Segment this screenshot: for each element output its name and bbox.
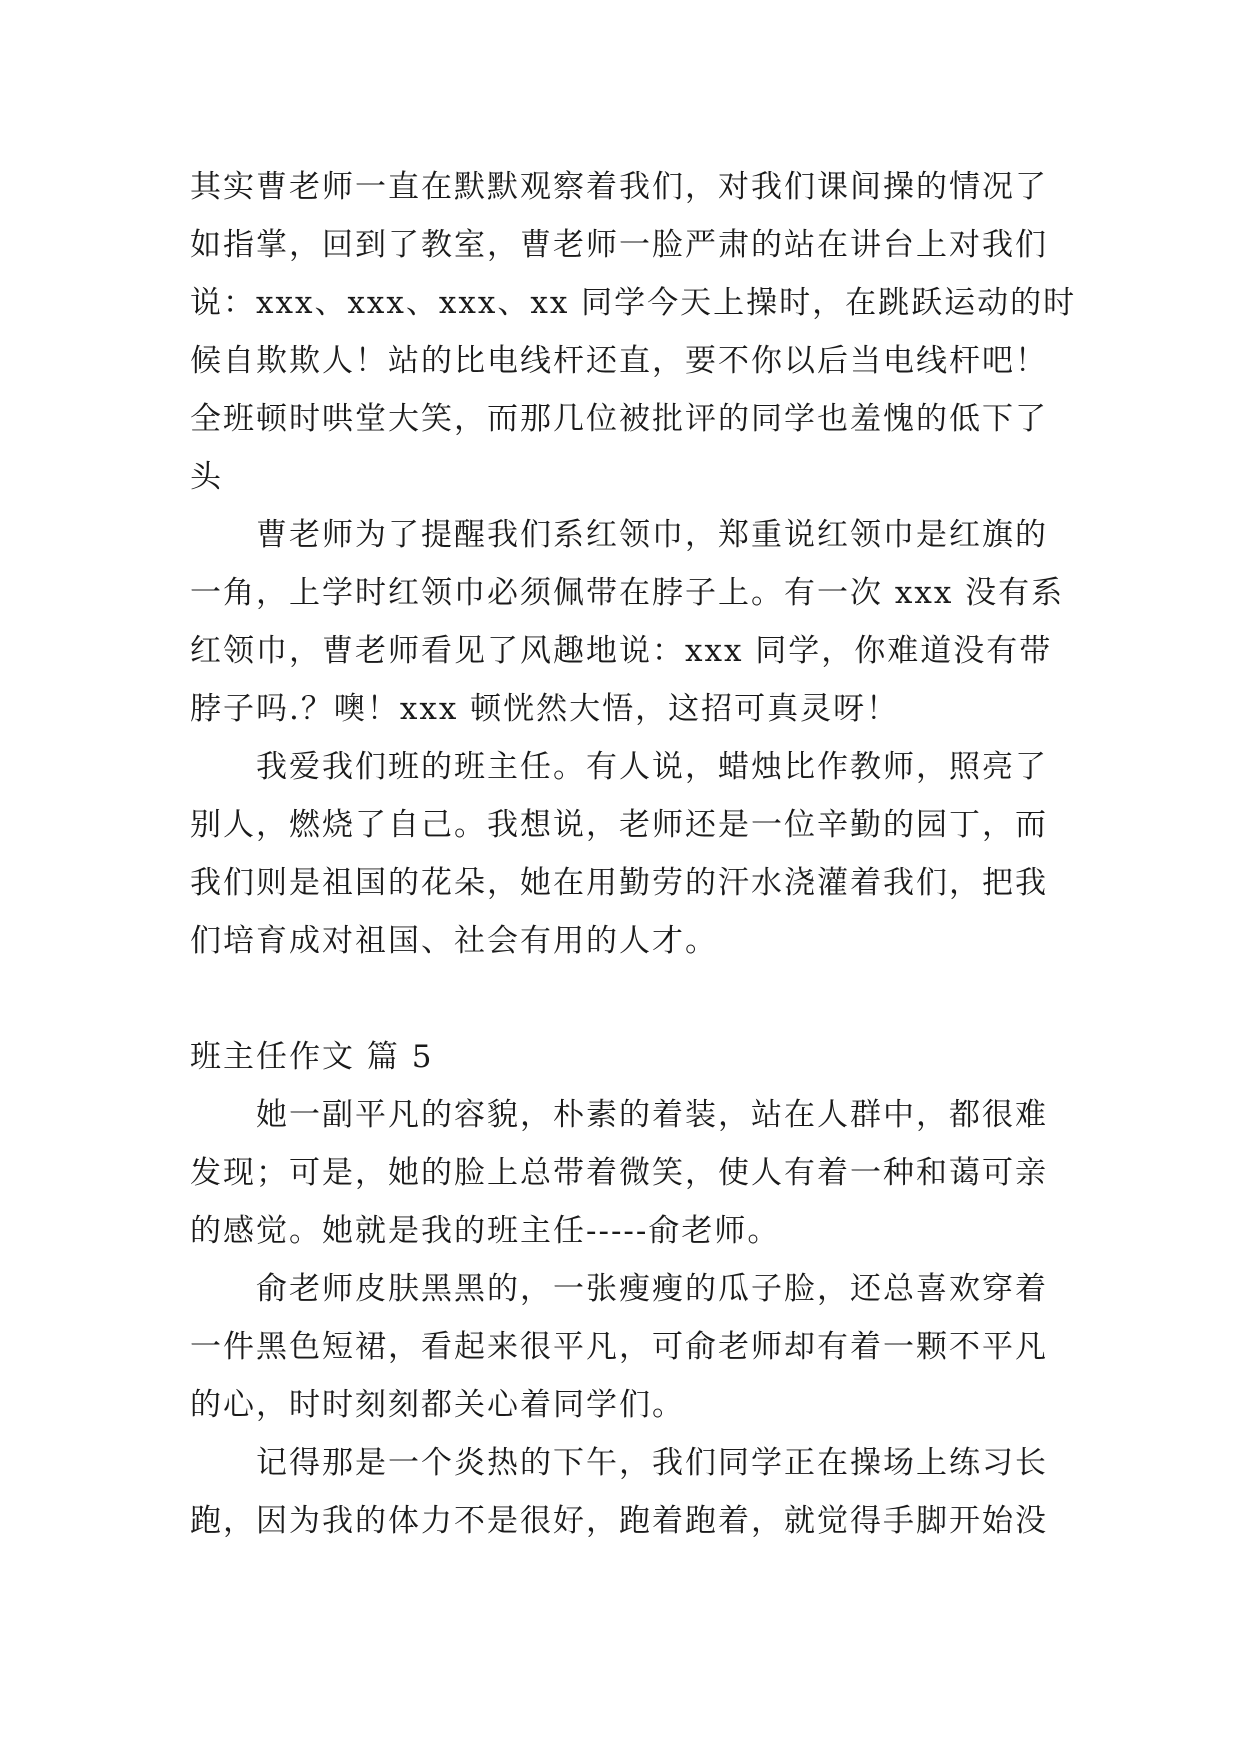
text-line: 的心，时时刻刻都关心着同学们。 [190,1387,685,1423]
text-line: 一件黑色短裙，看起来很平凡，可俞老师却有着一颗不平凡 [190,1329,1048,1365]
text-line: 头 [190,459,223,495]
text-line: 一角，上学时红领巾必须佩带在脖子上。有一次 xxx 没有系 [190,575,1065,611]
text-line: 的感觉。她就是我的班主任-----俞老师。 [190,1213,781,1249]
text-line: 俞老师皮肤黑黑的，一张瘦瘦的瓜子脸，还总喜欢穿着 [190,1271,1048,1307]
text-line: 全班顿时哄堂大笑，而那几位被批评的同学也羞愧的低下了 [190,401,1048,437]
text-line: 其实曹老师一直在默默观察着我们，对我们课间操的情况了 [190,169,1048,205]
text-line: 脖子吗.？噢！xxx 顿恍然大悟，这招可真灵呀！ [190,691,900,727]
text-line: 红领巾，曹老师看见了风趣地说：xxx 同学，你难道没有带 [190,633,1053,669]
section-heading: 班主任作文 篇 5 [190,1039,434,1075]
text-line: 跑，因为我的体力不是很好，跑着跑着，就觉得手脚开始没 [190,1503,1048,1539]
text-line: 候自欺欺人！站的比电线杆还直，要不你以后当电线杆吧！ [190,343,1048,379]
text-line: 发现；可是，她的脸上总带着微笑，使人有着一种和蔼可亲 [190,1155,1048,1191]
text-line: 我们则是祖国的花朵，她在用勤劳的汗水浇灌着我们，把我 [190,865,1048,901]
document-body [190,158,1077,1550]
section-spacer [190,970,1052,1028]
text-line: 她一副平凡的容貌，朴素的着装，站在人群中，都很难 [190,1097,1048,1133]
text-line: 别人，燃烧了自己。我想说，老师还是一位辛勤的园丁，而 [190,807,1048,843]
text-line: 们培育成对祖国、社会有用的人才。 [190,923,718,959]
text-line: 说：xxx、xxx、xxx、xx 同学今天上操时，在跳跃运动的时 [190,285,1077,321]
text-line: 记得那是一个炎热的下午，我们同学正在操场上练习长 [190,1445,1048,1481]
text-line: 曹老师为了提醒我们系红领巾，郑重说红领巾是红旗的 [190,517,1048,553]
text-line: 如指掌，回到了教室，曹老师一脸严肃的站在讲台上对我们 [190,227,1048,263]
text-line: 我爱我们班的班主任。有人说，蜡烛比作教师，照亮了 [190,749,1048,785]
